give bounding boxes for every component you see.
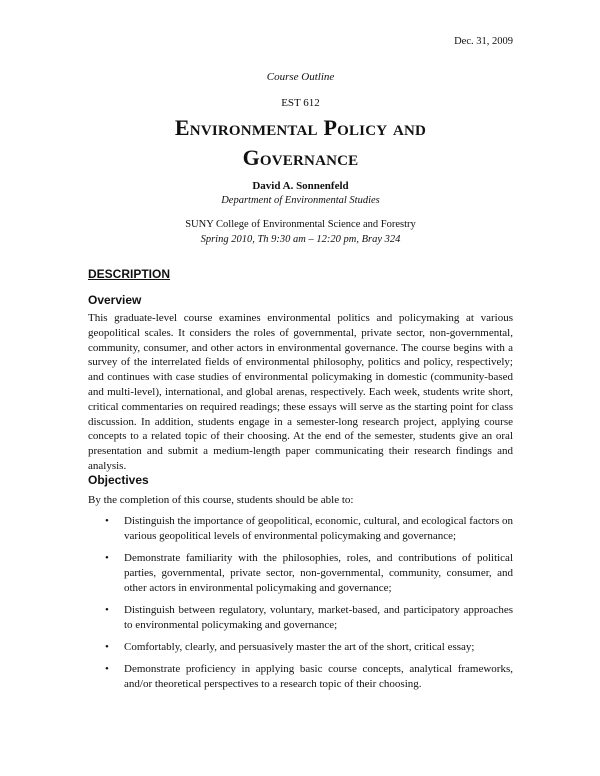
- objective-text: Demonstrate proficiency in applying basic course concepts, analytical frameworks, and/or theoretical perspectives to a research topic of their choosing.: [124, 663, 513, 691]
- bullet-icon: •: [105, 552, 109, 565]
- college-name: SUNY College of Environmental Science and Forestry: [185, 219, 416, 230]
- objective-item: [105, 640, 513, 655]
- objective-item: [105, 551, 513, 595]
- overview-heading: Overview: [88, 293, 142, 307]
- objective-text: Distinguish the importance of geopolitical, economic, cultural, and ecological factors on various geopolitical levels of environmental policymaking and governance;: [124, 515, 513, 542]
- overview-paragraph: This graduate-level course examines environmental politics and policymaking at various geopolitical scales. It considers the roles of governmental, private sector, non-governmental, community, consumer, and other actors in environmental governance. The course begins with a survey of the interrelated fields of environmental philosophy, politics and policy, respectively; and continues with case studies of environmental policymaking in domestic (community-based and multi-level), international, and global arenas, respectively. Each week, students write short, critical commentaries on required readings; these essays will serve as the starting point for class discussion. In addition, students engage in a semester-long research project, applying course concepts to a related topic of their choosing. At the end of the semester, students give an oral presentation and submit a medium-length paper communicating their research findings and analysis.: [88, 312, 513, 472]
- course-title: [88, 113, 513, 173]
- objective-item: [105, 514, 513, 544]
- bullet-icon: •: [105, 663, 109, 676]
- document-type: Course Outline: [266, 71, 335, 83]
- instructor-name: David A. Sonnenfeld: [252, 180, 349, 192]
- objective-text: Comfortably, clearly, and persuasively master the art of the short, critical essay;: [124, 641, 475, 654]
- department-name: Department of Environmental Studies: [221, 195, 380, 206]
- course-title-line-2: Governance: [242, 145, 359, 170]
- description-heading: DESCRIPTION: [88, 267, 171, 281]
- document-date: Dec. 31, 2009: [454, 36, 513, 47]
- objective-text: Demonstrate familiarity with the philosophies, roles, and contributions of political parties, governmental, private sector, non-governmental, community, consumer, and other actors in environmental policymaking and governance;: [124, 552, 513, 594]
- objective-item: [105, 603, 513, 633]
- bullet-icon: •: [105, 515, 109, 527]
- objectives-list: [105, 514, 513, 699]
- course-code: EST 612: [281, 97, 320, 109]
- objectives-intro: By the completion of this course, students should be able to:: [88, 494, 354, 506]
- objectives-heading: Objectives: [88, 473, 149, 487]
- bullet-icon: •: [105, 641, 109, 654]
- bullet-icon: •: [105, 603, 109, 616]
- course-schedule: Spring 2010, Th 9:30 am – 12:20 pm, Bray 324: [200, 234, 401, 245]
- course-title-line-1: Environmental Policy and: [174, 115, 427, 140]
- objective-text: Distinguish between regulatory, voluntary, market-based, and participatory approaches to environmental policymaking and governance;: [124, 603, 513, 631]
- objective-item: [105, 662, 513, 692]
